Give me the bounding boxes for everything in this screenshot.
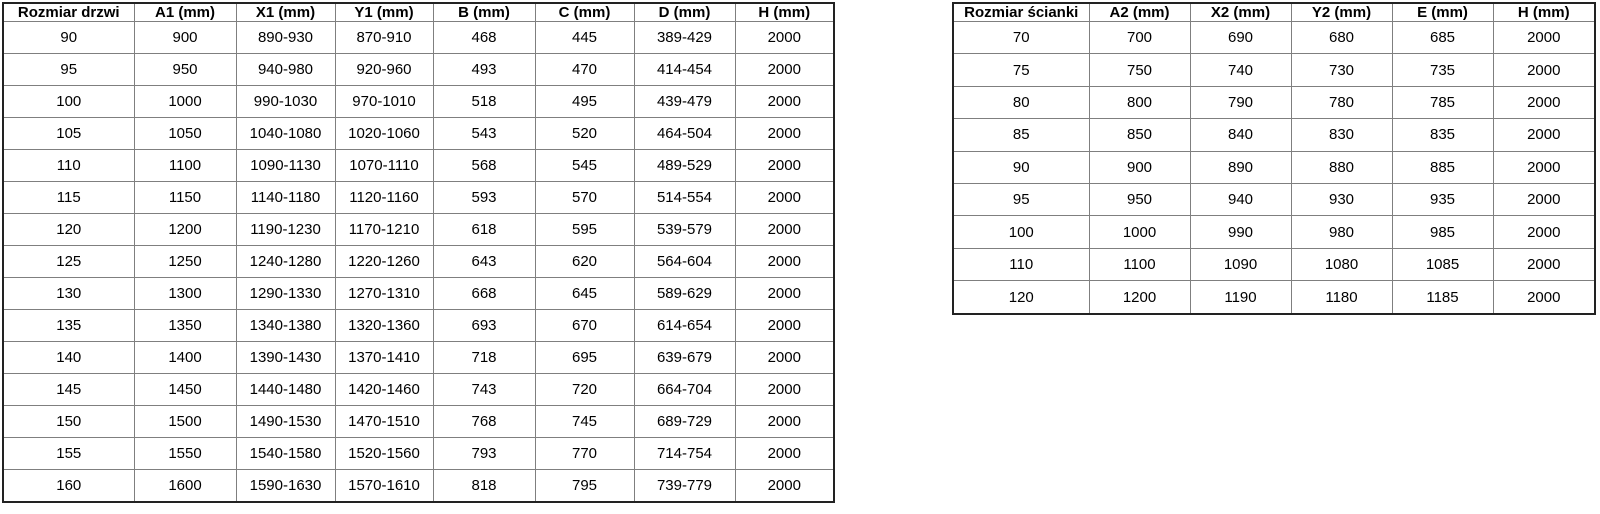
table-row	[3, 405, 834, 437]
table-cell: 1090	[1190, 248, 1291, 280]
table-cell: 1120-1160	[335, 181, 433, 213]
table-cell: 840	[1190, 119, 1291, 151]
table-cell: 1420-1460	[335, 373, 433, 405]
table-cell: 80	[953, 86, 1089, 118]
table-cell: 690	[1190, 22, 1291, 54]
table-cell: 770	[535, 437, 634, 469]
table-cell: 2000	[735, 309, 834, 341]
table-row	[3, 245, 834, 277]
table-row	[3, 469, 834, 502]
table-cell: 1200	[134, 213, 236, 245]
table-cell: 714-754	[634, 437, 735, 469]
table-cell: 543	[433, 117, 535, 149]
table-cell: 990-1030	[236, 85, 335, 117]
table-cell: 2000	[1493, 216, 1595, 248]
table-cell: 1190-1230	[236, 213, 335, 245]
table-cell: 1080	[1291, 248, 1392, 280]
table-cell: 985	[1392, 216, 1493, 248]
table-cell: 940	[1190, 183, 1291, 215]
table-cell: 2000	[1493, 86, 1595, 118]
table-cell: 545	[535, 149, 634, 181]
table-cell: 1150	[134, 181, 236, 213]
table-cell: 645	[535, 277, 634, 309]
table-cell: 614-654	[634, 309, 735, 341]
table-cell: 790	[1190, 86, 1291, 118]
table-cell: 793	[433, 437, 535, 469]
table-cell: 1570-1610	[335, 469, 433, 502]
table-cell: 1000	[1089, 216, 1190, 248]
table-cell: 155	[3, 437, 134, 469]
table-cell: 785	[1392, 86, 1493, 118]
table-cell: 514-554	[634, 181, 735, 213]
table-row	[953, 216, 1595, 248]
table-cell: 1170-1210	[335, 213, 433, 245]
table-row	[3, 213, 834, 245]
table-cell: 990	[1190, 216, 1291, 248]
table-cell: 389-429	[634, 22, 735, 54]
table-row	[3, 85, 834, 117]
table-cell: 445	[535, 22, 634, 54]
table-cell: 2000	[735, 437, 834, 469]
table-cell: 570	[535, 181, 634, 213]
table-cell: 1370-1410	[335, 341, 433, 373]
table-cell: 414-454	[634, 53, 735, 85]
table-cell: 618	[433, 213, 535, 245]
table-cell: 1400	[134, 341, 236, 373]
table-cell: 1290-1330	[236, 277, 335, 309]
table-cell: 795	[535, 469, 634, 502]
table-cell: 680	[1291, 22, 1392, 54]
table-cell: 2000	[1493, 54, 1595, 86]
door-dimensions-table	[2, 2, 835, 503]
table-cell: 1220-1260	[335, 245, 433, 277]
column-header: Rozmiar ścianki	[953, 3, 1089, 22]
table-cell: 464-504	[634, 117, 735, 149]
header-row	[3, 3, 834, 22]
table-cell: 2000	[1493, 248, 1595, 280]
table-cell: 489-529	[634, 149, 735, 181]
table-row	[3, 149, 834, 181]
table-cell: 1185	[1392, 281, 1493, 314]
table-cell: 2000	[1493, 151, 1595, 183]
table-cell: 564-604	[634, 245, 735, 277]
table-cell: 100	[953, 216, 1089, 248]
table-cell: 2000	[735, 405, 834, 437]
column-header: X1 (mm)	[236, 3, 335, 22]
table-cell: 105	[3, 117, 134, 149]
column-header: A2 (mm)	[1089, 3, 1190, 22]
table-cell: 150	[3, 405, 134, 437]
header-row	[953, 3, 1595, 22]
table-cell: 135	[3, 309, 134, 341]
table-cell: 835	[1392, 119, 1493, 151]
table-cell: 468	[433, 22, 535, 54]
table-cell: 439-479	[634, 85, 735, 117]
table-cell: 940-980	[236, 53, 335, 85]
table-cell: 740	[1190, 54, 1291, 86]
table-cell: 920-960	[335, 53, 433, 85]
table-cell: 2000	[1493, 119, 1595, 151]
table-cell: 1190	[1190, 281, 1291, 314]
table-cell: 950	[134, 53, 236, 85]
column-header: Y2 (mm)	[1291, 3, 1392, 22]
table-cell: 1500	[134, 405, 236, 437]
table-cell: 1490-1530	[236, 405, 335, 437]
table-cell: 1090-1130	[236, 149, 335, 181]
table-cell: 100	[3, 85, 134, 117]
table-cell: 95	[3, 53, 134, 85]
table-cell: 145	[3, 373, 134, 405]
table-cell: 1050	[134, 117, 236, 149]
table-cell: 2000	[735, 469, 834, 502]
table-row	[953, 54, 1595, 86]
table-cell: 1440-1480	[236, 373, 335, 405]
table-cell: 2000	[735, 213, 834, 245]
table-cell: 670	[535, 309, 634, 341]
table-cell: 768	[433, 405, 535, 437]
table-cell: 695	[535, 341, 634, 373]
table-cell: 720	[535, 373, 634, 405]
table-cell: 2000	[735, 117, 834, 149]
table-cell: 1200	[1089, 281, 1190, 314]
table-cell: 593	[433, 181, 535, 213]
table-cell: 2000	[735, 277, 834, 309]
table-cell: 1340-1380	[236, 309, 335, 341]
table-cell: 739-779	[634, 469, 735, 502]
table-cell: 470	[535, 53, 634, 85]
table-cell: 1590-1630	[236, 469, 335, 502]
table-cell: 2000	[735, 373, 834, 405]
column-header: Rozmiar drzwi	[3, 3, 134, 22]
table-cell: 1550	[134, 437, 236, 469]
column-header: X2 (mm)	[1190, 3, 1291, 22]
table-row	[953, 248, 1595, 280]
table-cell: 900	[134, 22, 236, 54]
table-cell: 2000	[735, 181, 834, 213]
table-cell: 1250	[134, 245, 236, 277]
column-header: D (mm)	[634, 3, 735, 22]
table-row	[953, 151, 1595, 183]
table-cell: 70	[953, 22, 1089, 54]
table-row	[3, 341, 834, 373]
table-cell: 90	[3, 22, 134, 54]
table-cell: 800	[1089, 86, 1190, 118]
table-cell: 95	[953, 183, 1089, 215]
table-cell: 1540-1580	[236, 437, 335, 469]
table-row	[3, 277, 834, 309]
table-cell: 110	[3, 149, 134, 181]
table-cell: 890	[1190, 151, 1291, 183]
table-cell: 750	[1089, 54, 1190, 86]
table-cell: 2000	[735, 149, 834, 181]
table-cell: 110	[953, 248, 1089, 280]
table-cell: 1100	[1089, 248, 1190, 280]
wall-dimensions-table	[952, 2, 1596, 315]
table-cell: 1140-1180	[236, 181, 335, 213]
table-cell: 1180	[1291, 281, 1392, 314]
column-header: H (mm)	[735, 3, 834, 22]
table-cell: 2000	[735, 22, 834, 54]
table-cell: 2000	[735, 85, 834, 117]
table-cell: 1000	[134, 85, 236, 117]
column-header: E (mm)	[1392, 3, 1493, 22]
table-cell: 735	[1392, 54, 1493, 86]
table-cell: 2000	[1493, 281, 1595, 314]
table-cell: 1070-1110	[335, 149, 433, 181]
table-cell: 115	[3, 181, 134, 213]
table-row	[953, 119, 1595, 151]
table-cell: 745	[535, 405, 634, 437]
column-header: C (mm)	[535, 3, 634, 22]
table-cell: 970-1010	[335, 85, 433, 117]
table-cell: 870-910	[335, 22, 433, 54]
table-cell: 493	[433, 53, 535, 85]
table-cell: 2000	[735, 53, 834, 85]
table-cell: 1600	[134, 469, 236, 502]
table-row	[3, 309, 834, 341]
table-cell: 980	[1291, 216, 1392, 248]
table-cell: 743	[433, 373, 535, 405]
table-cell: 885	[1392, 151, 1493, 183]
table-cell: 85	[953, 119, 1089, 151]
table-cell: 830	[1291, 119, 1392, 151]
column-header: Y1 (mm)	[335, 3, 433, 22]
table-cell: 950	[1089, 183, 1190, 215]
table-cell: 120	[953, 281, 1089, 314]
table-cell: 539-579	[634, 213, 735, 245]
table-cell: 1470-1510	[335, 405, 433, 437]
table-row	[3, 373, 834, 405]
table-cell: 639-679	[634, 341, 735, 373]
table-row	[953, 281, 1595, 314]
table-cell: 2000	[735, 341, 834, 373]
table-cell: 730	[1291, 54, 1392, 86]
table-row	[3, 437, 834, 469]
table-cell: 1350	[134, 309, 236, 341]
table-row	[953, 22, 1595, 54]
table-row	[3, 181, 834, 213]
table-cell: 90	[953, 151, 1089, 183]
table-cell: 700	[1089, 22, 1190, 54]
table-cell: 1450	[134, 373, 236, 405]
table-cell: 130	[3, 277, 134, 309]
table-cell: 140	[3, 341, 134, 373]
table-cell: 780	[1291, 86, 1392, 118]
table-cell: 818	[433, 469, 535, 502]
table-cell: 880	[1291, 151, 1392, 183]
table-cell: 1040-1080	[236, 117, 335, 149]
table-cell: 718	[433, 341, 535, 373]
table-cell: 160	[3, 469, 134, 502]
table-cell: 2000	[735, 245, 834, 277]
table-row	[3, 117, 834, 149]
column-header: B (mm)	[433, 3, 535, 22]
table-row	[3, 22, 834, 54]
table-cell: 1100	[134, 149, 236, 181]
table-cell: 125	[3, 245, 134, 277]
table-cell: 664-704	[634, 373, 735, 405]
table-cell: 1390-1430	[236, 341, 335, 373]
column-header: A1 (mm)	[134, 3, 236, 22]
table-cell: 1240-1280	[236, 245, 335, 277]
table-cell: 1320-1360	[335, 309, 433, 341]
table-cell: 595	[535, 213, 634, 245]
table-cell: 1020-1060	[335, 117, 433, 149]
table-cell: 850	[1089, 119, 1190, 151]
table-cell: 930	[1291, 183, 1392, 215]
table-cell: 643	[433, 245, 535, 277]
table-cell: 2000	[1493, 183, 1595, 215]
table-row	[953, 86, 1595, 118]
table-cell: 120	[3, 213, 134, 245]
table-cell: 495	[535, 85, 634, 117]
table-cell: 589-629	[634, 277, 735, 309]
table-cell: 900	[1089, 151, 1190, 183]
table-cell: 568	[433, 149, 535, 181]
table-cell: 668	[433, 277, 535, 309]
table-cell: 520	[535, 117, 634, 149]
table-cell: 1300	[134, 277, 236, 309]
table-cell: 689-729	[634, 405, 735, 437]
table-row	[953, 183, 1595, 215]
table-cell: 685	[1392, 22, 1493, 54]
table-cell: 620	[535, 245, 634, 277]
column-header: H (mm)	[1493, 3, 1595, 22]
table-cell: 75	[953, 54, 1089, 86]
table-row	[3, 53, 834, 85]
table-cell: 1270-1310	[335, 277, 433, 309]
table-cell: 518	[433, 85, 535, 117]
table-cell: 1085	[1392, 248, 1493, 280]
table-cell: 693	[433, 309, 535, 341]
table-cell: 1520-1560	[335, 437, 433, 469]
table-cell: 935	[1392, 183, 1493, 215]
table-cell: 890-930	[236, 22, 335, 54]
table-cell: 2000	[1493, 22, 1595, 54]
